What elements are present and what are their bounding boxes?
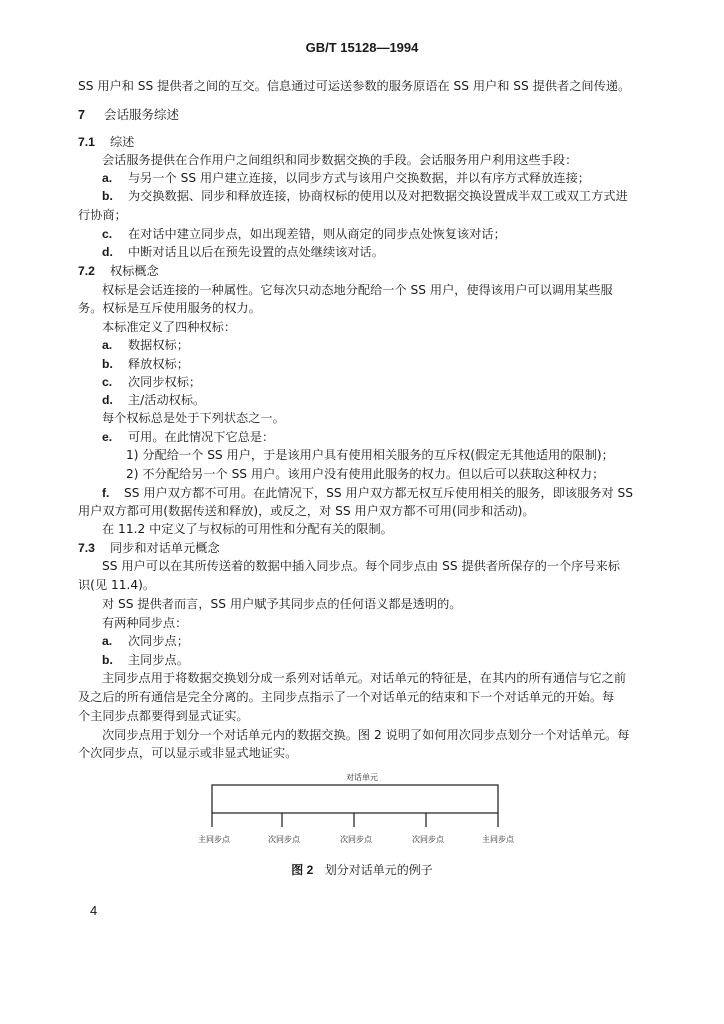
- paragraph-continuation: 识(见 11.4)。: [78, 578, 156, 592]
- intro-line: SS 用户和 SS 提供者之间的互交。信息通过可运送参数的服务原语在 SS 用户和 SS 提供者之间传递。: [78, 79, 631, 93]
- list-label: f.: [102, 486, 110, 500]
- sync-point-label: 次同步点: [340, 835, 372, 844]
- list-label: b.: [102, 357, 113, 371]
- list-text: 主/活动权标。: [128, 393, 206, 407]
- list-text: 次同步权标；: [128, 375, 202, 389]
- list-label: b.: [102, 653, 113, 667]
- section-title: 会话服务综述: [104, 107, 180, 122]
- list-text: 中断对话且以后在预先设置的点处继续该对话。: [128, 245, 384, 259]
- list-text: 次同步点；: [128, 634, 189, 648]
- list-label: e.: [102, 430, 113, 444]
- list-item: [102, 170, 590, 187]
- paragraph: 权标是会话连接的一种属性。它每次只动态地分配给一个 SS 用户，使得该用户可以调用某些服: [102, 283, 613, 297]
- page-header: GB/T 15128—1994: [305, 40, 419, 55]
- paragraph: SS 用户可以在其所传送着的数据中插入同步点。每个同步点由 SS 提供者所保存的一个序号来标: [102, 559, 620, 573]
- paragraph: 主同步点用于将数据交换划分成一系列对话单元。对话单元的特征是，在其内的所有通信与它之前: [102, 671, 627, 685]
- sub-list-item: 1) 分配给一个 SS 用户，于是该用户具有使用相关服务的互斥权(假定无其他适用的限制)；: [126, 448, 614, 462]
- figure-title: 对话单元: [346, 773, 378, 782]
- list-label: c.: [102, 375, 113, 389]
- paragraph: 对 SS 提供者而言，SS 用户赋予其同步点的任何语义都是透明的。: [102, 597, 462, 611]
- list-text: 在对话中建立同步点，如出现差错，则从商定的同步点处恢复该对话；: [128, 227, 506, 241]
- list-item-continuation: 用户双方都可用(数据传送和释放)，或反之，对 SS 用户双方都不可用(同步和活动)。: [78, 504, 535, 518]
- paragraph-continuation: 及之后的所有通信是完全分离的。主同步点指示了一个对话单元的结束和下一个对话单元的开始。每: [78, 690, 615, 704]
- list-label: a.: [102, 338, 113, 352]
- sync-point-label: 主同步点: [482, 835, 514, 844]
- figure-caption: [0, 861, 724, 878]
- section-7-heading: [78, 106, 179, 124]
- section-title: 同步和对话单元概念: [110, 541, 220, 555]
- paragraph: 有两种同步点：: [102, 616, 188, 630]
- paragraph: 本标准定义了四种权标：: [102, 320, 237, 334]
- figure-number: 图 2: [291, 863, 314, 877]
- list-item: [102, 485, 633, 502]
- list-label: a.: [102, 634, 113, 648]
- sub-list-item: 2) 不分配给另一个 SS 用户。该用户没有使用此服务的权力。但以后可以获取这种权力；: [126, 467, 605, 481]
- paragraph-continuation: 个主同步点都要得到显式证实。: [78, 709, 249, 723]
- page-number: 4: [90, 903, 98, 918]
- list-item: [102, 392, 205, 409]
- list-item-continuation: 行协商；: [78, 208, 127, 222]
- list-item: [102, 226, 506, 243]
- list-item: [102, 356, 189, 373]
- list-item: [102, 374, 201, 391]
- list-text: 与另一个 SS 用户建立连接，以同步方式与该用户交换数据，并以有序方式释放连接；: [128, 171, 590, 185]
- figure-caption-text: 划分对话单元的例子: [324, 863, 433, 877]
- sync-point-label: 次同步点: [268, 835, 300, 844]
- list-label: b.: [102, 189, 113, 203]
- section-title: 综述: [110, 135, 135, 149]
- paragraph: 每个权标总是处于下列状态之一。: [102, 411, 285, 425]
- list-text: 可用。在此情况下它总是：: [128, 430, 275, 444]
- list-text: SS 用户双方都不可用。在此情况下，SS 用户双方都无权互斥使用相关的服务，即该服务对 SS: [124, 486, 633, 500]
- sync-point-label: 主同步点: [198, 835, 230, 844]
- list-item: [102, 188, 628, 205]
- dialogue-unit-box: [212, 785, 498, 813]
- list-label: a.: [102, 171, 113, 185]
- list-item: [102, 633, 189, 650]
- paragraph-continuation: 务。权标是互斥使用服务的权力。: [78, 301, 261, 315]
- list-text: 为交换数据、同步和释放连接，协商权标的使用以及对把数据交换设置成半双工或双工方式进: [128, 189, 628, 203]
- list-label: c.: [102, 227, 113, 241]
- section-number: 7: [78, 108, 85, 122]
- section-number: 7.2: [78, 264, 95, 278]
- list-item: [102, 429, 274, 446]
- list-label: d.: [102, 245, 113, 259]
- section-title: 权标概念: [110, 264, 159, 278]
- list-text: 释放权标；: [128, 357, 189, 371]
- dialogue-unit-diagram: [190, 782, 550, 852]
- list-label: d.: [102, 393, 113, 407]
- list-item: [102, 244, 384, 261]
- section-7-3-heading: [78, 540, 220, 557]
- section-7-1-heading: [78, 134, 134, 151]
- list-item: [102, 337, 189, 354]
- section-7-2-heading: [78, 263, 159, 280]
- paragraph-continuation: 个次同步点，可以显示或非显式地证实。: [78, 746, 298, 760]
- paragraph: 在 11.2 中定义了与权标的可用性和分配有关的限制。: [102, 522, 393, 536]
- paragraph: 次同步点用于划分一个对话单元内的数据交换。图 2 说明了如何用次同步点划分一个对话单元。每: [102, 728, 630, 742]
- list-item: [102, 652, 189, 669]
- sync-point-label: 次同步点: [412, 835, 444, 844]
- list-text: 数据权标；: [128, 338, 189, 352]
- section-number: 7.3: [78, 541, 95, 555]
- paragraph: 会话服务提供在合作用户之间组织和同步数据交换的手段。会话服务用户利用这些手段：: [102, 153, 578, 167]
- list-text: 主同步点。: [128, 653, 189, 667]
- section-number: 7.1: [78, 135, 95, 149]
